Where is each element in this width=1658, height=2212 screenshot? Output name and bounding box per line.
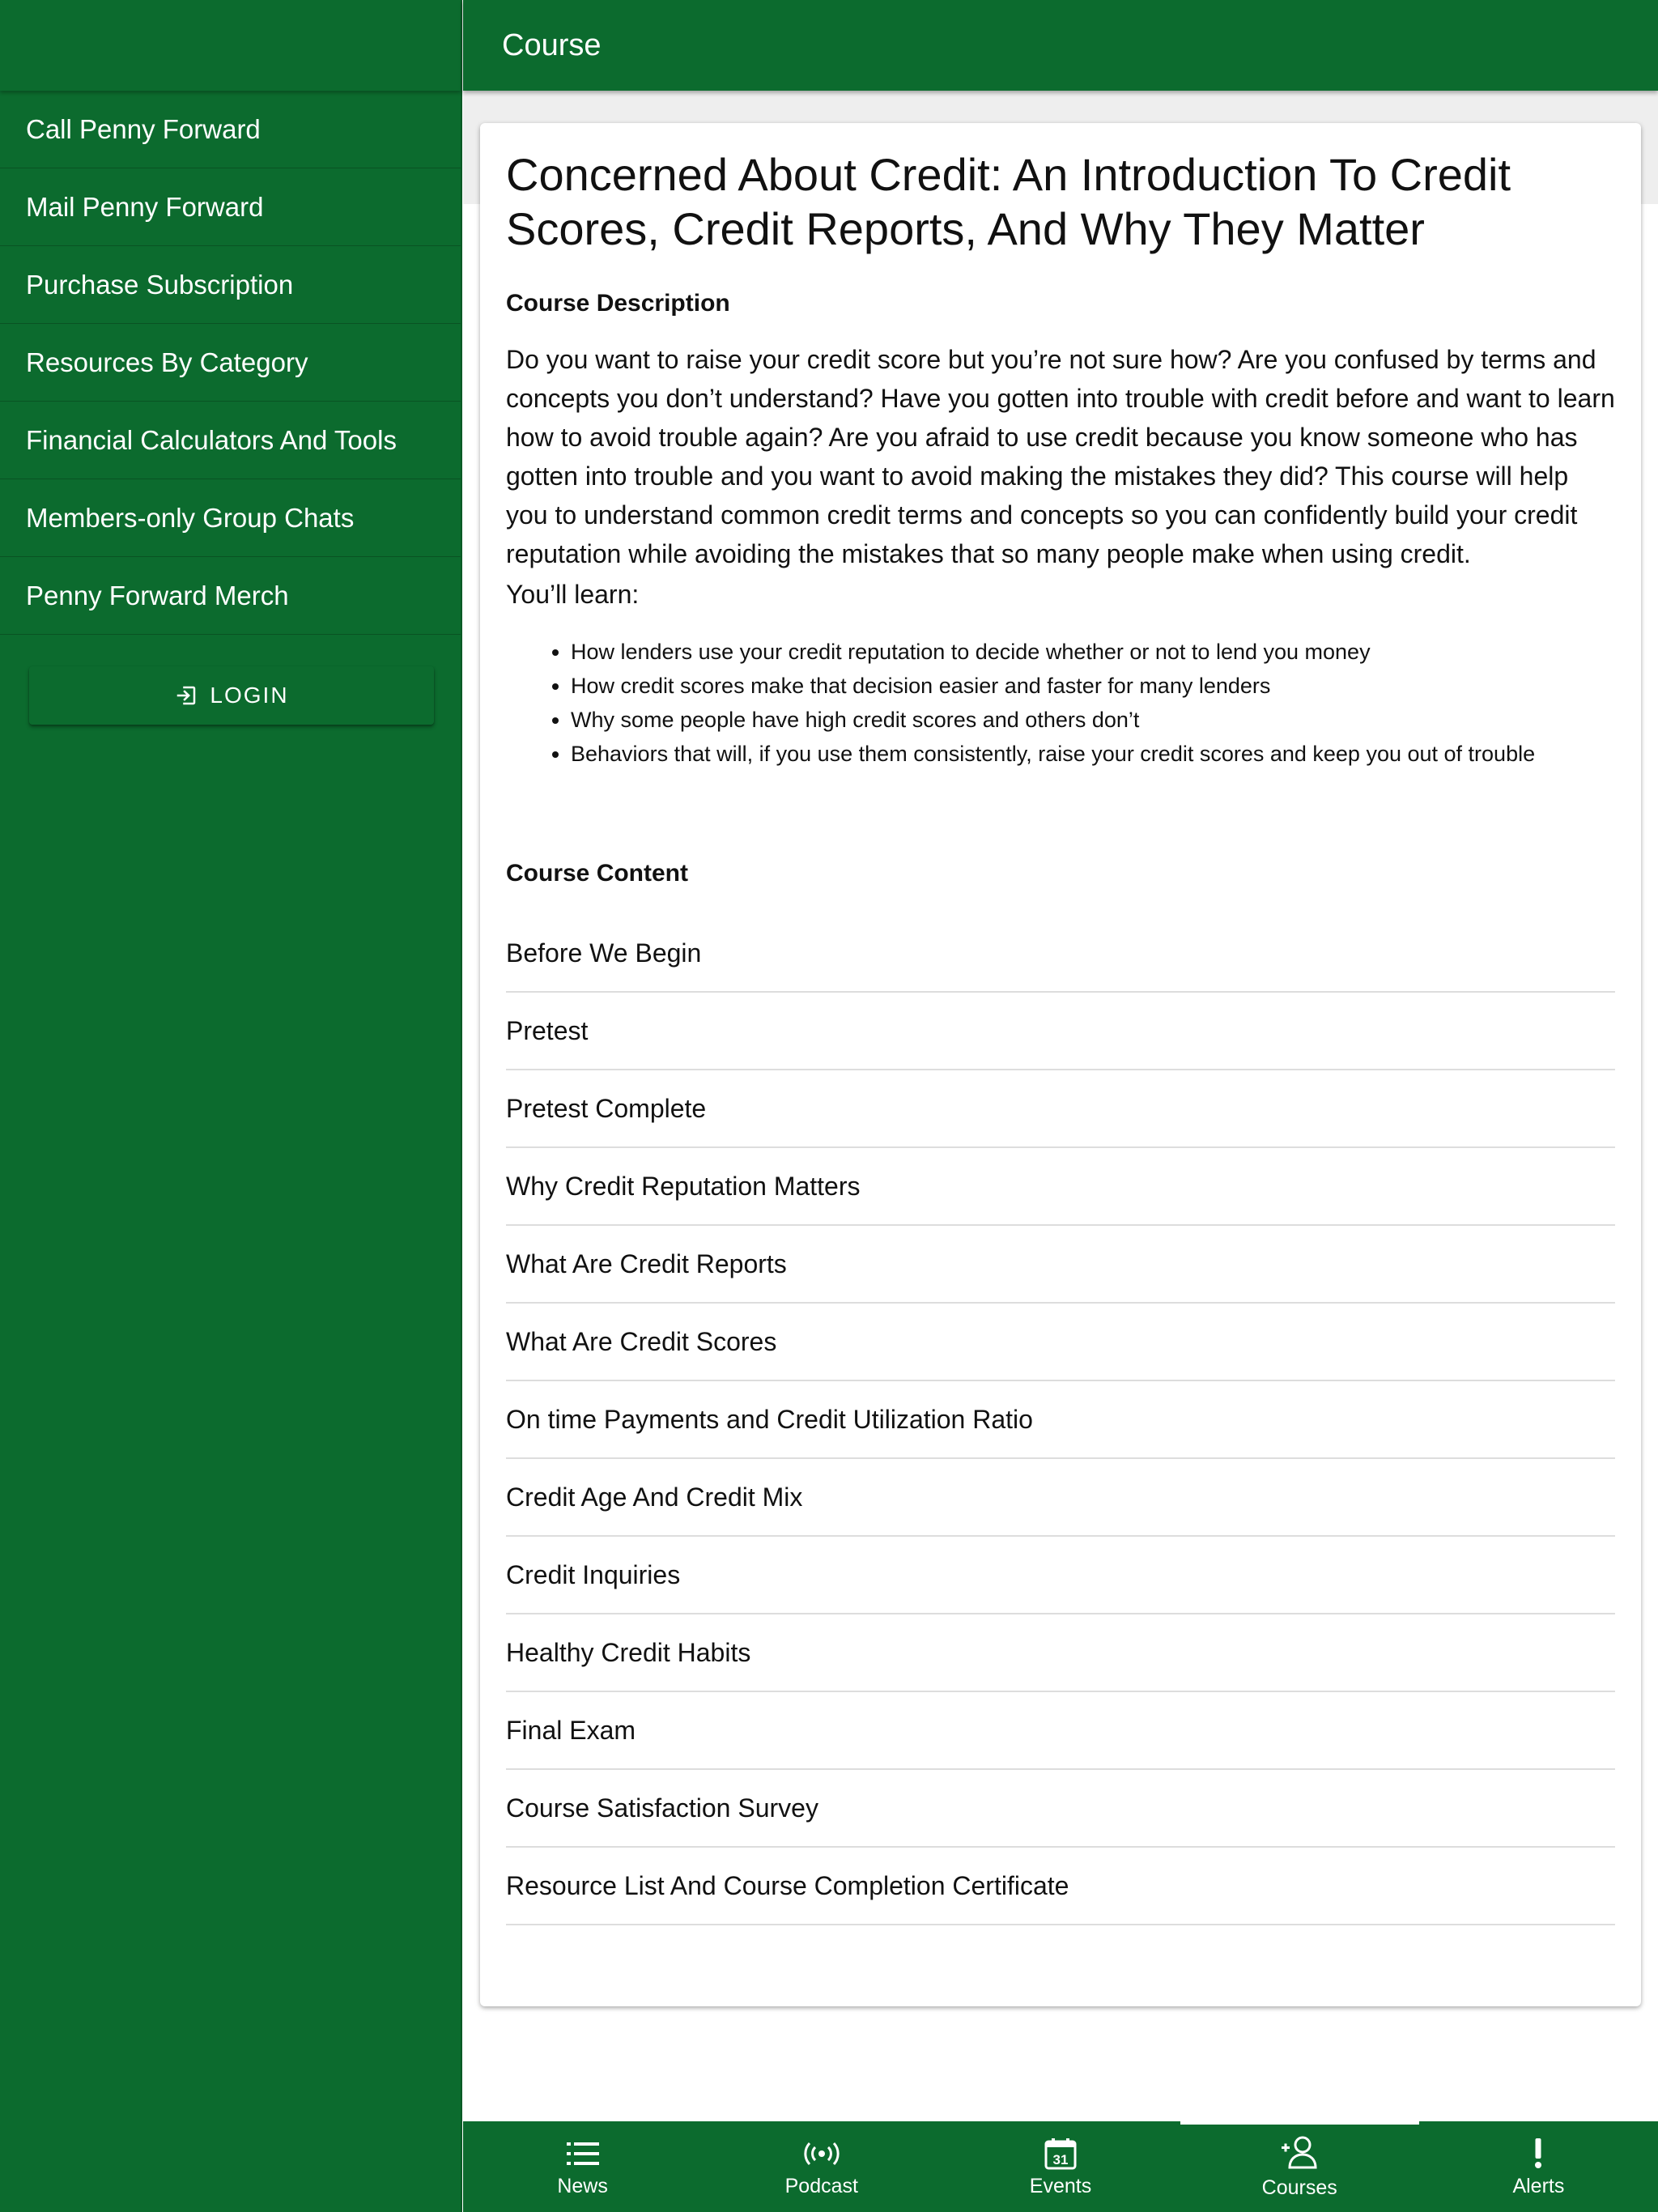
exclamation-icon	[1533, 2136, 1544, 2172]
course-description: Do you want to raise your credit score but you’re not sure how? Are you confused by terms and concepts you don’t understand? Have you gotten into trouble with credit before and want to learn how to avoid trouble again? Are you afraid to use credit because you know someone who has gotten into trouble and you want to avoid making the mistakes they did? This course will help you to understand common credit terms and concepts so you can confidently build your credit reputation while avoiding the mistakes that so many people make when using credit.	[506, 345, 1615, 568]
course-lesson-item[interactable]: Why Credit Reputation Matters	[506, 1148, 1615, 1226]
login-button[interactable]	[29, 666, 434, 725]
course-description-heading: Course Description	[506, 290, 730, 317]
course-title: Concerned About Credit: An Introduction To Credit Scores, Credit Reports, And Why They Matter	[506, 149, 1511, 254]
course-lesson-item[interactable]: Healthy Credit Habits	[506, 1614, 1615, 1692]
tab-label: Events	[1029, 2174, 1092, 2197]
sidebar-item-group-chats[interactable]	[0, 479, 461, 557]
page-title: Course	[502, 28, 602, 62]
course-lesson-item[interactable]: Pretest	[506, 993, 1615, 1070]
tab-news[interactable]	[463, 2121, 702, 2212]
calendar-icon	[1044, 2136, 1077, 2172]
tab-podcast[interactable]	[702, 2121, 941, 2212]
learn-point: • Why some people have high credit scores and others don’t	[571, 703, 1615, 737]
login-label: LOGIN	[210, 683, 289, 708]
course-content-list	[506, 915, 1615, 1925]
sidebar-menu	[0, 91, 461, 635]
tab-events[interactable]	[941, 2121, 1180, 2212]
sidebar-item-merch[interactable]	[0, 557, 461, 635]
course-lesson-item[interactable]: Credit Inquiries	[506, 1537, 1615, 1614]
app-header	[463, 0, 1658, 91]
tab-label: Podcast	[784, 2174, 858, 2197]
calendar-day: 31	[1052, 2151, 1069, 2167]
sidebar	[0, 0, 462, 2212]
course-lesson-item[interactable]: Final Exam	[506, 1692, 1615, 1770]
tab-label: News	[557, 2174, 608, 2197]
sidebar-item-purchase-subscription[interactable]	[0, 246, 461, 324]
sidebar-item-resources-by-category[interactable]	[0, 324, 461, 402]
course-card	[480, 123, 1641, 2006]
bottom-nav	[463, 2121, 1658, 2212]
login-icon	[174, 683, 198, 708]
list-icon	[567, 2136, 599, 2172]
tab-label: Alerts	[1512, 2174, 1565, 2197]
course-content-heading: Course Content	[506, 860, 688, 887]
broadcast-icon	[802, 2136, 841, 2172]
course-lesson-item[interactable]: Course Satisfaction Survey	[506, 1770, 1615, 1848]
learn-point: • Behaviors that will, if you use them consistently, raise your credit scores and keep you out of trouble	[571, 737, 1615, 771]
person-add-icon	[1282, 2134, 1317, 2170]
sidebar-item-label: Financial Calculators And Tools	[26, 424, 397, 455]
learn-points-list	[506, 635, 1615, 771]
course-lesson-item[interactable]: Credit Age And Credit Mix	[506, 1459, 1615, 1537]
course-lesson-item[interactable]: On time Payments and Credit Utilization Ratio	[506, 1381, 1615, 1459]
course-lesson-item[interactable]: What Are Credit Scores	[506, 1304, 1615, 1381]
learn-point: • How credit scores make that decision easier and faster for many lenders	[571, 669, 1615, 703]
sidebar-item-label: Resources By Category	[26, 347, 308, 377]
sidebar-item-label: Mail Penny Forward	[26, 191, 264, 222]
sidebar-item-label: Purchase Subscription	[26, 269, 294, 300]
sidebar-item-mail-penny-forward[interactable]	[0, 168, 461, 246]
tab-label: Courses	[1261, 2176, 1337, 2199]
learn-intro: You’ll learn:	[506, 580, 640, 609]
tab-alerts[interactable]	[1419, 2121, 1658, 2212]
sidebar-header	[0, 0, 461, 91]
course-lesson-item[interactable]: Pretest Complete	[506, 1070, 1615, 1148]
sidebar-item-call-penny-forward[interactable]	[0, 91, 461, 168]
sidebar-item-label: Call Penny Forward	[26, 113, 261, 144]
sidebar-item-label: Members-only Group Chats	[26, 502, 355, 533]
sidebar-item-financial-calculators[interactable]	[0, 402, 461, 479]
course-lesson-item[interactable]: What Are Credit Reports	[506, 1226, 1615, 1304]
course-lesson-item[interactable]: Resource List And Course Completion Certificate	[506, 1848, 1615, 1925]
learn-point: • How lenders use your credit reputation to decide whether or not to lend you money	[571, 635, 1615, 669]
sidebar-item-label: Penny Forward Merch	[26, 580, 289, 610]
course-lesson-item[interactable]: Before We Begin	[506, 915, 1615, 993]
tab-courses[interactable]	[1180, 2121, 1419, 2212]
